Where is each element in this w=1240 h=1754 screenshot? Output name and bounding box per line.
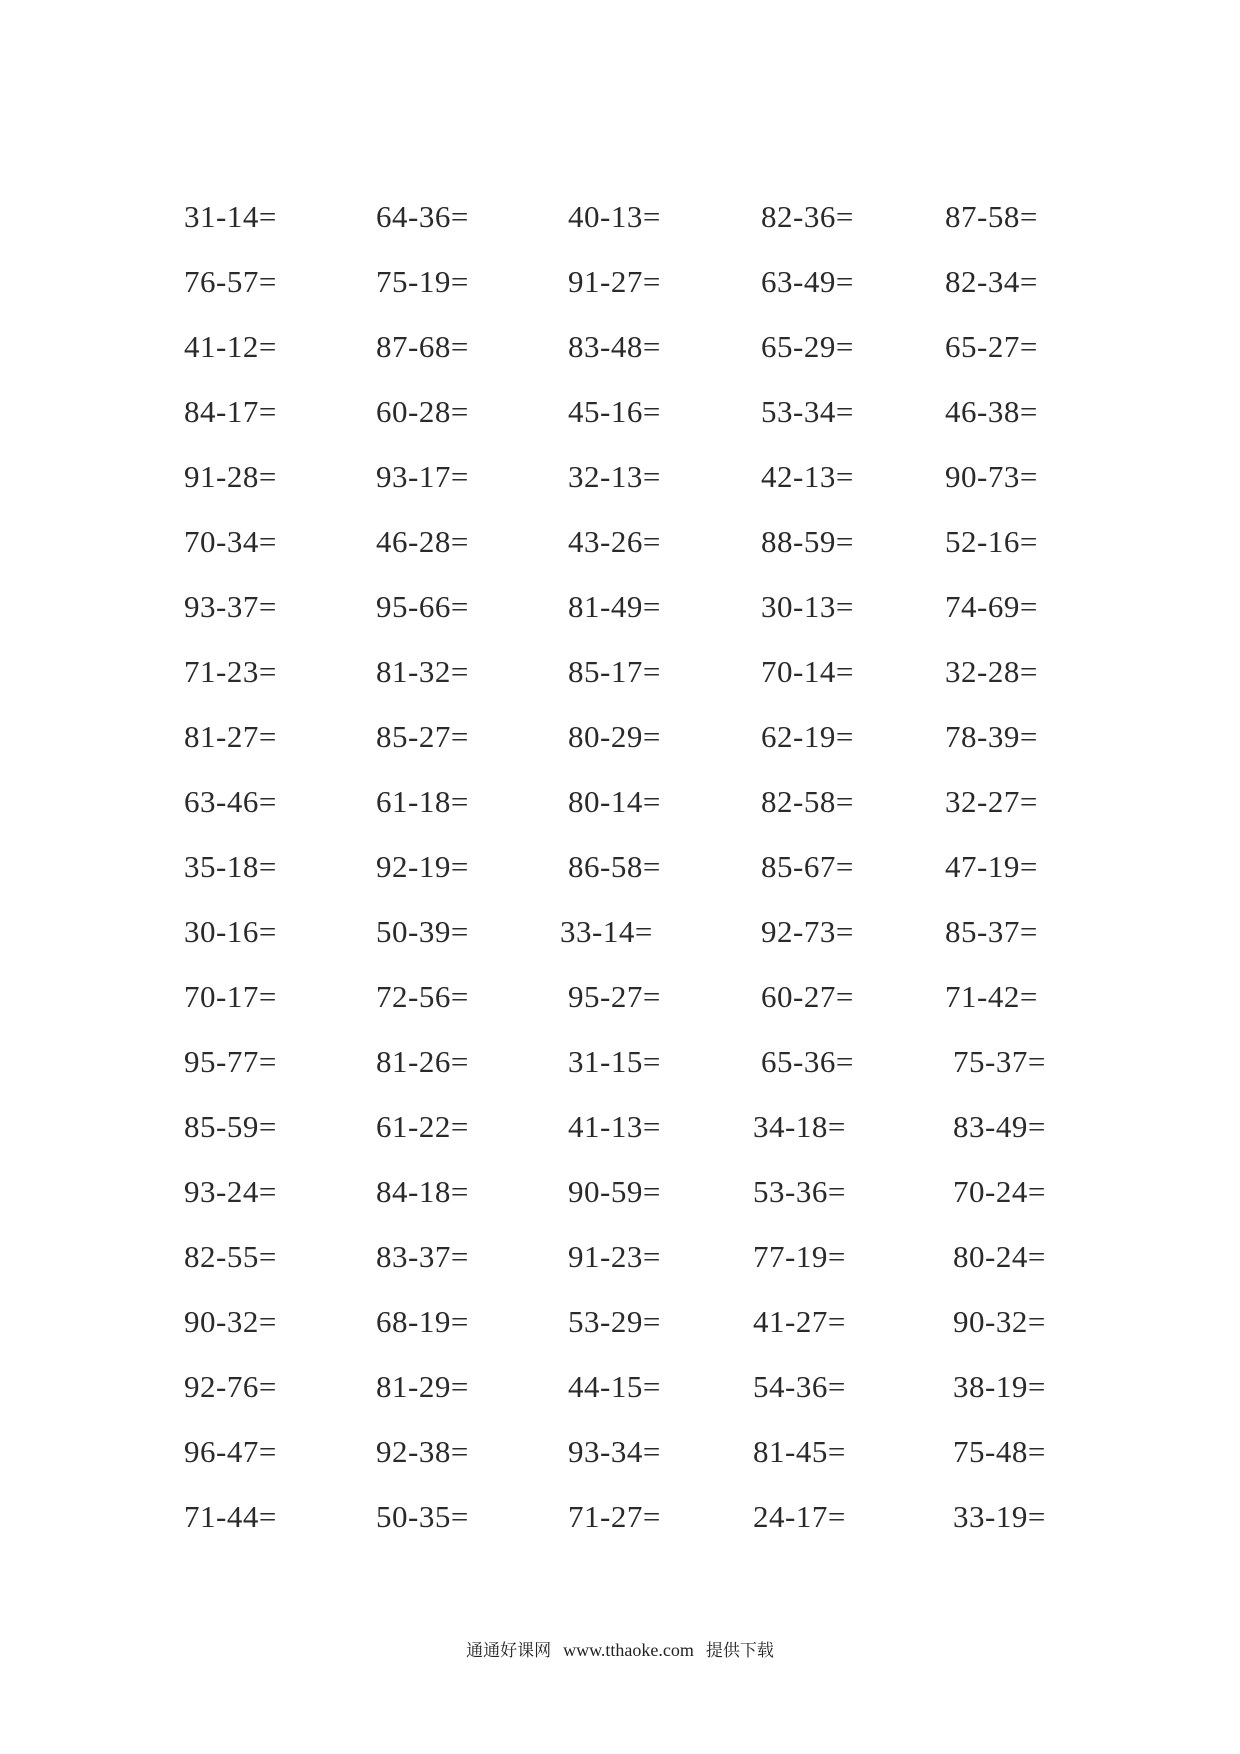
subtraction-problem: 92-76= [184,1369,277,1404]
subtraction-problem: 81-45= [753,1434,846,1469]
subtraction-problem: 85-67= [761,849,854,884]
problem-row [0,640,1240,704]
subtraction-problem: 90-32= [184,1304,277,1339]
subtraction-problem: 80-29= [568,719,661,754]
problem-row [0,705,1240,769]
subtraction-problem: 46-28= [376,524,469,559]
subtraction-problem: 85-17= [568,654,661,689]
problem-row [0,900,1240,964]
subtraction-problem: 81-49= [568,589,661,624]
subtraction-problem: 82-34= [945,264,1038,299]
problem-row [0,1160,1240,1224]
subtraction-problem: 46-38= [945,394,1038,429]
subtraction-problem: 71-27= [568,1499,661,1534]
subtraction-problem: 44-15= [568,1369,661,1404]
subtraction-problem: 71-42= [945,979,1038,1014]
subtraction-problem: 85-59= [184,1109,277,1144]
subtraction-problem: 90-73= [945,459,1038,494]
subtraction-problem: 87-58= [945,199,1038,234]
subtraction-problem: 71-23= [184,654,277,689]
problem-row [0,575,1240,639]
subtraction-problem: 38-19= [953,1369,1046,1404]
subtraction-problem: 50-39= [376,914,469,949]
subtraction-problem: 88-59= [761,524,854,559]
subtraction-problem: 61-18= [376,784,469,819]
subtraction-problem: 82-36= [761,199,854,234]
subtraction-problem: 54-36= [753,1369,846,1404]
subtraction-problem: 34-18= [753,1109,846,1144]
subtraction-problem: 40-13= [568,199,661,234]
subtraction-problem: 86-58= [568,849,661,884]
subtraction-problem: 35-18= [184,849,277,884]
footer-url[interactable]: www.tthaoke.com [563,1640,694,1660]
problem-row [0,315,1240,379]
problem-row [0,1355,1240,1419]
subtraction-problem: 83-37= [376,1239,469,1274]
subtraction-problem: 60-28= [376,394,469,429]
subtraction-problem: 33-14= [560,914,653,949]
subtraction-problem: 93-37= [184,589,277,624]
subtraction-problem: 93-34= [568,1434,661,1469]
subtraction-problem: 41-13= [568,1109,661,1144]
subtraction-problem: 47-19= [945,849,1038,884]
subtraction-problem: 31-14= [184,199,277,234]
subtraction-problem: 95-27= [568,979,661,1014]
subtraction-problem: 95-77= [184,1044,277,1079]
subtraction-problem: 95-66= [376,589,469,624]
subtraction-problem: 65-36= [761,1044,854,1079]
subtraction-problem: 32-13= [568,459,661,494]
problem-row [0,1420,1240,1484]
subtraction-problem: 91-27= [568,264,661,299]
subtraction-problem: 30-13= [761,589,854,624]
subtraction-problem: 63-49= [761,264,854,299]
problem-row [0,510,1240,574]
problem-row [0,380,1240,444]
problem-row [0,1095,1240,1159]
subtraction-problem: 70-34= [184,524,277,559]
subtraction-problem: 31-15= [568,1044,661,1079]
problem-row [0,1225,1240,1289]
subtraction-problem: 62-19= [761,719,854,754]
subtraction-problem: 45-16= [568,394,661,429]
subtraction-problem: 81-26= [376,1044,469,1079]
subtraction-problem: 84-17= [184,394,277,429]
subtraction-problem: 33-19= [953,1499,1046,1534]
subtraction-problem: 53-29= [568,1304,661,1339]
subtraction-problem: 41-27= [753,1304,846,1339]
footer-suffix: 提供下载 [705,1641,774,1661]
subtraction-problem: 75-19= [376,264,469,299]
subtraction-problem: 41-12= [184,329,277,364]
problem-row [0,965,1240,1029]
subtraction-problem: 60-27= [761,979,854,1014]
subtraction-problem: 90-59= [568,1174,661,1209]
subtraction-problem: 96-47= [184,1434,277,1469]
subtraction-problem: 85-37= [945,914,1038,949]
subtraction-problem: 61-22= [376,1109,469,1144]
problem-row [0,1485,1240,1549]
subtraction-problem: 71-44= [184,1499,277,1534]
problem-row [0,770,1240,834]
subtraction-problem: 70-17= [184,979,277,1014]
problem-row [0,1290,1240,1354]
subtraction-problem: 53-34= [761,394,854,429]
subtraction-problem: 76-57= [184,264,277,299]
subtraction-problem: 72-56= [376,979,469,1014]
page-footer [0,1636,1240,1661]
subtraction-problem: 91-28= [184,459,277,494]
footer-site-name: 通通好课网 [466,1641,552,1661]
subtraction-problem: 77-19= [753,1239,846,1274]
subtraction-problem: 53-36= [753,1174,846,1209]
subtraction-problem: 43-26= [568,524,661,559]
problem-row [0,445,1240,509]
subtraction-problem: 75-37= [953,1044,1046,1079]
subtraction-problem: 84-18= [376,1174,469,1209]
subtraction-problem: 32-28= [945,654,1038,689]
subtraction-problem: 82-58= [761,784,854,819]
subtraction-problem: 87-68= [376,329,469,364]
subtraction-problem: 82-55= [184,1239,277,1274]
subtraction-problem: 90-32= [953,1304,1046,1339]
subtraction-problem: 78-39= [945,719,1038,754]
problem-row [0,185,1240,249]
subtraction-problem: 24-17= [753,1499,846,1534]
subtraction-problem: 30-16= [184,914,277,949]
subtraction-problem: 80-24= [953,1239,1046,1274]
subtraction-problem: 52-16= [945,524,1038,559]
subtraction-problem: 32-27= [945,784,1038,819]
problem-row [0,1030,1240,1094]
subtraction-problem: 93-17= [376,459,469,494]
subtraction-problem: 81-32= [376,654,469,689]
subtraction-problem: 81-27= [184,719,277,754]
subtraction-problem: 85-27= [376,719,469,754]
subtraction-problem: 93-24= [184,1174,277,1209]
subtraction-problem: 80-14= [568,784,661,819]
subtraction-problem: 92-73= [761,914,854,949]
subtraction-problem: 91-23= [568,1239,661,1274]
subtraction-problem: 70-24= [953,1174,1046,1209]
subtraction-problem: 63-46= [184,784,277,819]
subtraction-problem: 65-27= [945,329,1038,364]
subtraction-problem: 74-69= [945,589,1038,624]
subtraction-problem: 92-19= [376,849,469,884]
subtraction-problem: 81-29= [376,1369,469,1404]
subtraction-problem: 65-29= [761,329,854,364]
subtraction-problem: 64-36= [376,199,469,234]
problem-row [0,835,1240,899]
subtraction-problem: 50-35= [376,1499,469,1534]
subtraction-problem: 70-14= [761,654,854,689]
subtraction-problem: 75-48= [953,1434,1046,1469]
subtraction-problem: 42-13= [761,459,854,494]
subtraction-problem: 83-49= [953,1109,1046,1144]
problem-row [0,250,1240,314]
subtraction-problem: 83-48= [568,329,661,364]
subtraction-problem: 92-38= [376,1434,469,1469]
subtraction-problem: 68-19= [376,1304,469,1339]
